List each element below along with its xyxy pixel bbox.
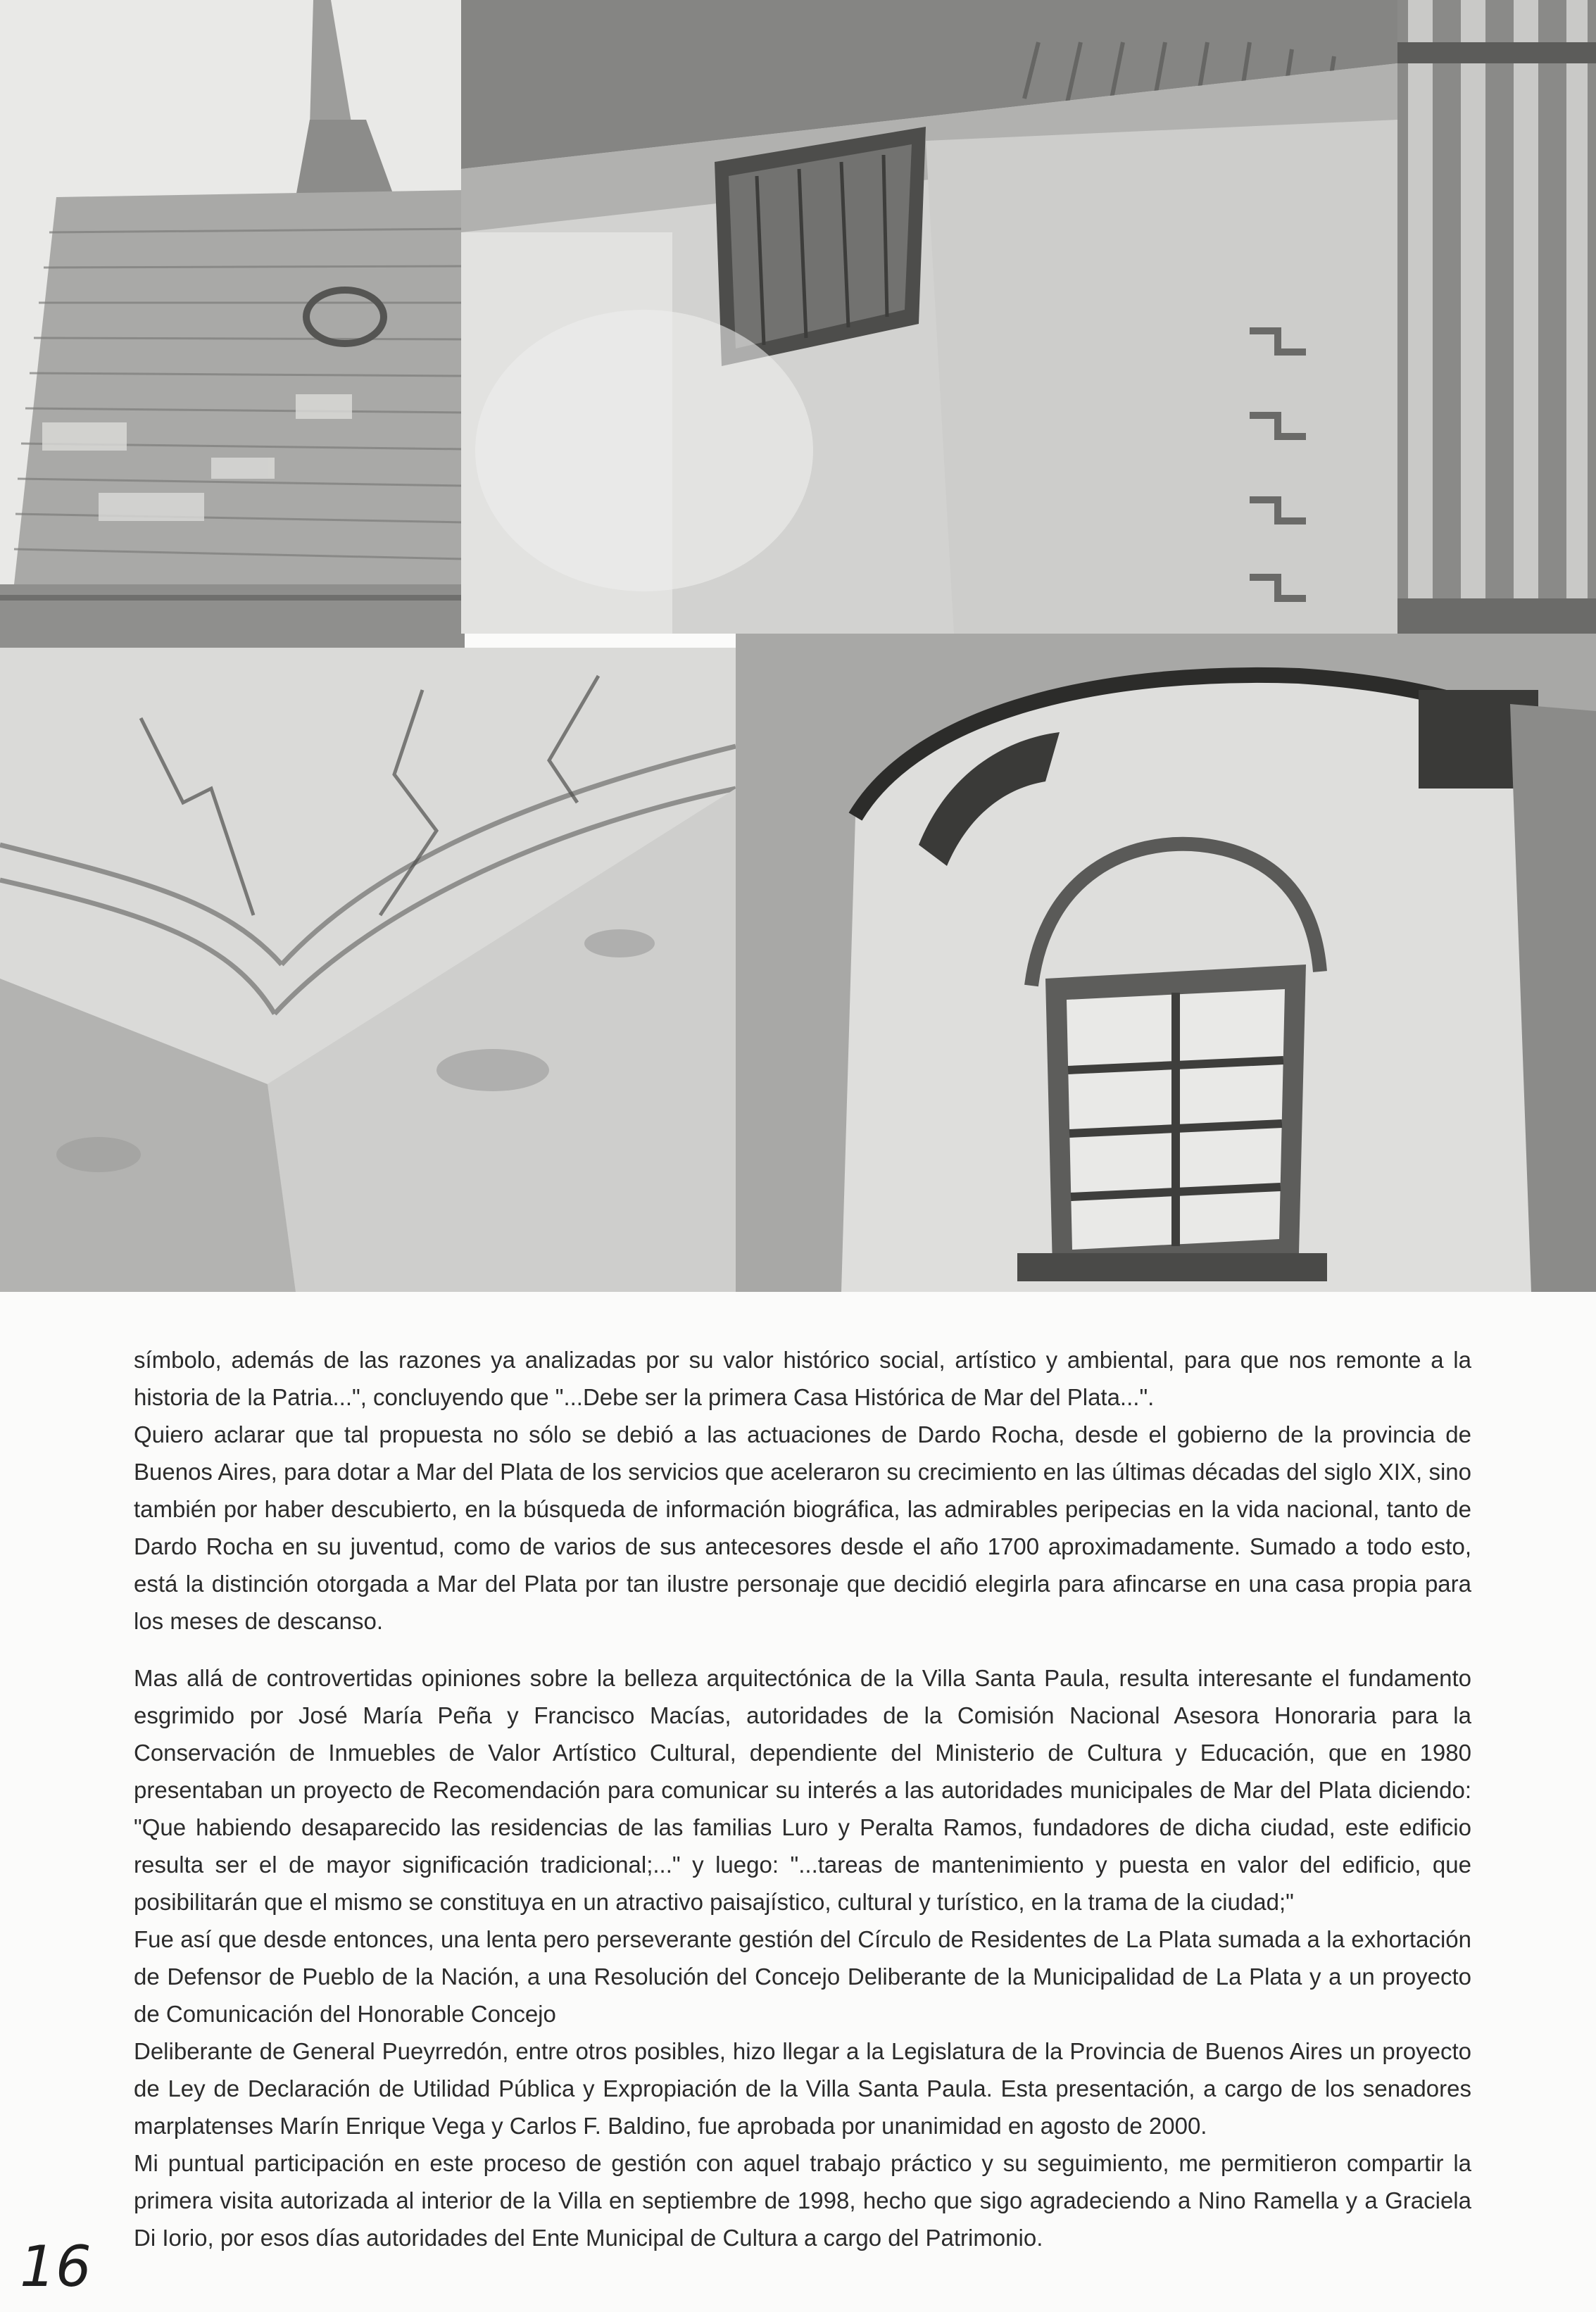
paragraph: Fue así que desde entonces, una lenta pero perseverante gestión del Círculo de Residentes de La Plata sumada a la exhortación de Defensor de Pueblo de la Nación, a una Resolución del Concejo Deliberante de la Municipalidad de La Plata y a un proyecto de Comunicación del Honorable Concejo (134, 1926, 1471, 2027)
photo-eaves-dormer (461, 0, 1397, 634)
paragraph: Mi puntual participación en este proceso de gestión con aquel trabajo práctico y su seguimiento, me permitieron compartir la primera visita autorizada al interior de la Villa en septiembre de 1998, hecho que sigo agradeciendo a Nino Ramella y a Graciela Di Iorio, por esos días autoridades del Ente Municipal de Cultura a cargo del Patrimonio. (134, 2150, 1471, 2251)
paragraph: símbolo, además de las razones ya analizadas por su valor histórico social, artístico y ambiental, para que nos remonte a la historia de la Patria...", concluyendo que "...Debe ser la primera Casa Histórica de Mar del Plata...". (134, 1347, 1471, 1410)
paragraph: Deliberante de General Pueyrredón, entre otros posibles, hizo llegar a la Legislatura de la Provincia de Buenos Aires un proyecto de Ley de Declaración de Utilidad Pública y Expropiación de la Villa Santa Paula. Esta presentación, a cargo de los senadores marplatenses Marín Enrique Vega y Carlos F. Baldino, fue aprobada por unanimidad en agosto de 2000. (134, 2038, 1471, 2139)
photo-round-tower-window (736, 634, 1596, 1292)
paragraph: Quiero aclarar que tal propuesta no sólo se debió a las actuaciones de Dardo Rocha, desde el gobierno de la provincia de Buenos Aires, para dotar a Mar del Plata de los servicios que aceleraron su crecimiento en las últimas décadas del siglo XIX, sino también por haber descubierto, en la búsqueda de información biográfica, las admirables peripecias en la vida nacional, tanto de Dardo Rocha en su juventud, como de varios de sus antecesores desde el año 1700 aproximadamente. Sumado a todo esto, está la distinción otorgada a Mar del Plata por tan ilustre personaje que decidió elegirla para afincarse en una casa propia para los meses de descanso. (134, 1421, 1471, 1634)
text-block-bottom (134, 1659, 1471, 2256)
paragraph: Mas allá de controvertidas opiniones sobre la belleza arquitectónica de la Villa Santa Paula, resulta interesante el fundamento esgrimido por José María Peña y Francisco Macías, autoridades de la Comisión Nacional Asesora Honoraria para la Conservación de Inmuebles de Valor Artístico Cultural, dependiente del Ministerio de Cultura y Educación, que en 1980 presentaban un proyecto de Recomendación para comunicar su interés a las autoridades municipales de Mar del Plata diciendo: "Que habiendo desaparecido las residencias de las familias Luro y Peralta Ramos, fundadores de dicha ciudad, este edificio resulta ser el de mayor significación tradicional;..." y luego: "...tareas de mantenimiento y puesta en valor del edificio, que posibilitarán que el mismo se constituya en un atractivo paisajístico, cultural y turístico, en la trama de la ciudad;" (134, 1665, 1471, 1915)
photo-cracked-ceiling-cornice (0, 648, 736, 1292)
page-number: 16 (20, 2234, 92, 2299)
text-block-top (134, 1341, 1471, 1640)
photo-balusters (1397, 0, 1596, 634)
photo-slate-roof-spire (0, 0, 465, 648)
